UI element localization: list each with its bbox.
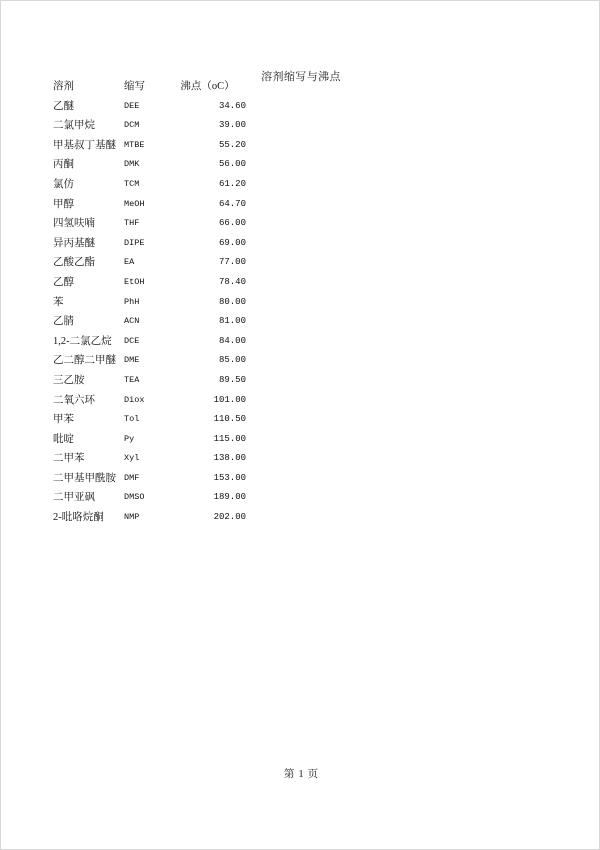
cell-abbreviation: DMSO — [124, 492, 145, 503]
table-row — [53, 351, 248, 371]
solvent-table — [53, 77, 248, 528]
cell-abbreviation: EtOH — [124, 276, 145, 287]
cell-boiling-point: 89.50 — [218, 374, 246, 385]
cell-abbreviation: DCM — [124, 120, 140, 131]
cell-abbreviation: Tol — [124, 414, 140, 425]
page-title: 溶剂缩写与沸点 — [261, 71, 341, 83]
table-row — [53, 371, 248, 391]
cell-boiling-point: 69.00 — [218, 237, 246, 248]
table-row — [53, 469, 248, 489]
cell-abbreviation: Py — [124, 433, 135, 444]
cell-solvent-name: 四氢呋喃 — [53, 218, 95, 230]
column-header-boiling-point: 沸点（oC） — [180, 81, 235, 92]
table-row — [53, 234, 248, 254]
table-row — [53, 214, 248, 234]
column-header-abbreviation: 缩写 — [124, 81, 146, 92]
cell-boiling-point: 202.00 — [213, 512, 246, 523]
cell-boiling-point: 55.20 — [218, 139, 246, 150]
table-row — [53, 293, 248, 313]
table-row — [53, 488, 248, 508]
cell-abbreviation: MeOH — [124, 198, 145, 209]
solvent-table-container — [53, 77, 248, 528]
table-row — [53, 508, 248, 528]
cell-abbreviation: DMK — [124, 159, 140, 170]
table-header — [53, 77, 248, 97]
cell-solvent-name: 吡啶 — [53, 433, 74, 445]
cell-solvent-name: 异丙基醚 — [53, 237, 95, 249]
cell-solvent-name: 2-吡咯烷酮 — [53, 512, 104, 524]
cell-abbreviation: THF — [124, 218, 140, 229]
table-row — [53, 175, 248, 195]
cell-solvent-name: 三乙胺 — [53, 374, 85, 386]
table-body — [53, 97, 248, 528]
cell-abbreviation: TCM — [124, 178, 140, 189]
table-row — [53, 97, 248, 117]
cell-solvent-name: 氯仿 — [53, 178, 74, 190]
cell-boiling-point: 80.00 — [218, 296, 246, 307]
cell-abbreviation: DIPE — [124, 237, 145, 248]
cell-abbreviation: DME — [124, 355, 140, 366]
table-row — [53, 430, 248, 450]
cell-solvent-name: 甲苯 — [53, 414, 74, 426]
cell-boiling-point: 78.40 — [218, 276, 246, 287]
cell-boiling-point: 189.00 — [213, 492, 246, 503]
footer-suffix: 页 — [307, 769, 319, 780]
table-row — [53, 155, 248, 175]
cell-solvent-name: 乙酸乙酯 — [53, 257, 95, 269]
cell-abbreviation: TEA — [124, 374, 140, 385]
cell-solvent-name: 二氯甲烷 — [53, 120, 95, 132]
cell-solvent-name: 乙二醇二甲醚 — [53, 355, 116, 367]
cell-abbreviation: DCE — [124, 335, 140, 346]
footer-prefix: 第 — [283, 769, 295, 780]
table-row — [53, 253, 248, 273]
cell-solvent-name: 丙酮 — [53, 159, 74, 171]
cell-abbreviation: Xyl — [124, 453, 140, 464]
cell-boiling-point: 153.00 — [213, 472, 246, 483]
cell-solvent-name: 乙醇 — [53, 276, 74, 288]
cell-boiling-point: 34.60 — [218, 100, 246, 111]
cell-abbreviation: MTBE — [124, 139, 145, 150]
cell-solvent-name: 1,2-二氯乙烷 — [53, 335, 112, 347]
cell-abbreviation: EA — [124, 257, 135, 268]
cell-solvent-name: 二甲苯 — [53, 453, 85, 465]
table-row — [53, 116, 248, 136]
cell-solvent-name: 二甲基甲酰胺 — [53, 472, 116, 484]
cell-solvent-name: 甲基叔丁基醚 — [53, 139, 116, 151]
cell-abbreviation: DMF — [124, 472, 140, 483]
cell-boiling-point: 61.20 — [218, 178, 246, 189]
cell-boiling-point: 84.00 — [218, 335, 246, 346]
table-row — [53, 136, 248, 156]
table-row — [53, 195, 248, 215]
cell-boiling-point: 81.00 — [218, 316, 246, 327]
cell-boiling-point: 101.00 — [213, 394, 246, 405]
cell-boiling-point: 39.00 — [218, 120, 246, 131]
table-row — [53, 312, 248, 332]
cell-solvent-name: 甲醇 — [53, 198, 74, 210]
cell-boiling-point: 85.00 — [218, 355, 246, 366]
cell-abbreviation: Diox — [124, 394, 145, 405]
cell-abbreviation: DEE — [124, 100, 140, 111]
column-header-solvent: 溶剂 — [53, 81, 74, 92]
table-row — [53, 449, 248, 469]
page-footer — [1, 766, 600, 781]
cell-abbreviation: NMP — [124, 512, 140, 523]
cell-solvent-name: 苯 — [53, 296, 64, 308]
cell-abbreviation: ACN — [124, 316, 140, 327]
cell-boiling-point: 64.70 — [218, 198, 246, 209]
table-row — [53, 332, 248, 352]
footer-page-number: 1 — [298, 769, 304, 780]
cell-boiling-point: 77.00 — [218, 257, 246, 268]
cell-boiling-point: 115.00 — [213, 433, 246, 444]
cell-boiling-point: 138.00 — [213, 453, 246, 464]
table-row — [53, 273, 248, 293]
cell-solvent-name: 乙腈 — [53, 316, 74, 328]
cell-abbreviation: PhH — [124, 296, 140, 307]
cell-solvent-name: 乙醚 — [53, 100, 74, 112]
cell-boiling-point: 56.00 — [218, 159, 246, 170]
table-header-row — [53, 77, 248, 97]
table-row — [53, 391, 248, 411]
cell-boiling-point: 110.50 — [213, 414, 246, 425]
cell-solvent-name: 二氧六环 — [53, 394, 95, 406]
table-row — [53, 410, 248, 430]
cell-boiling-point: 66.00 — [218, 218, 246, 229]
cell-solvent-name: 二甲亚砜 — [53, 492, 95, 504]
